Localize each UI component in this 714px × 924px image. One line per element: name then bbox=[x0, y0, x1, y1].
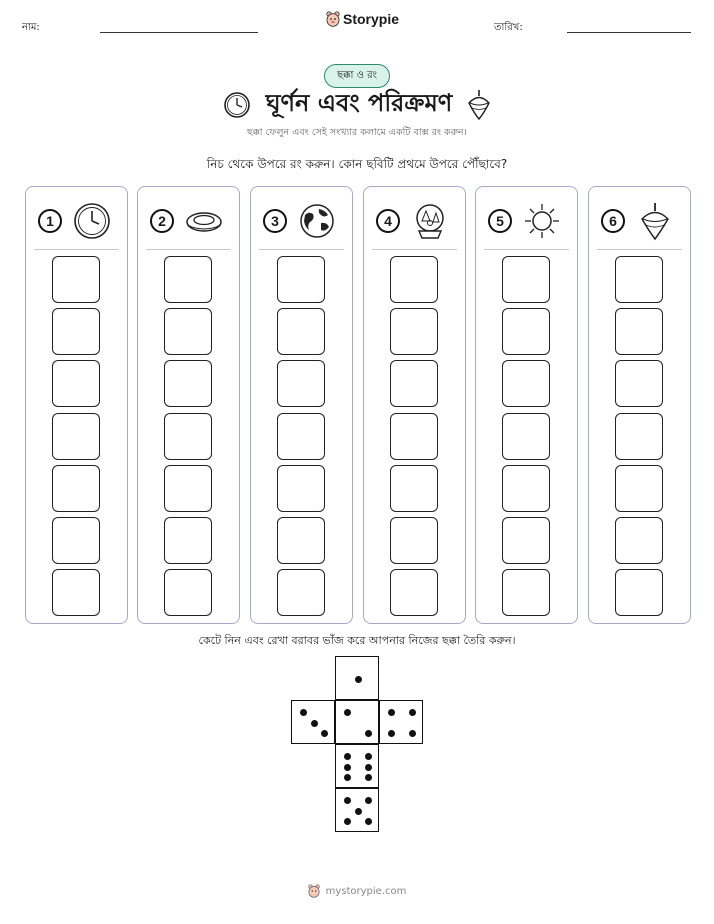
die-pip bbox=[409, 709, 416, 716]
column-number: 3 bbox=[263, 209, 287, 233]
column-3 bbox=[250, 186, 353, 624]
color-box[interactable] bbox=[277, 569, 325, 616]
column-4 bbox=[363, 186, 466, 624]
color-box[interactable] bbox=[277, 465, 325, 512]
die-face-3 bbox=[291, 700, 335, 744]
color-box[interactable] bbox=[615, 569, 663, 616]
snow-globe-icon bbox=[410, 201, 450, 241]
spinning-top-icon bbox=[466, 89, 492, 121]
column-divider bbox=[484, 249, 569, 250]
die-face-6 bbox=[335, 744, 379, 788]
column-number: 2 bbox=[150, 209, 174, 233]
earth-globe-icon bbox=[297, 201, 337, 241]
color-box[interactable] bbox=[52, 517, 100, 564]
color-box[interactable] bbox=[164, 517, 212, 564]
color-box[interactable] bbox=[52, 569, 100, 616]
column-header bbox=[138, 187, 239, 249]
column-6 bbox=[588, 186, 691, 624]
die-pip bbox=[344, 774, 351, 781]
column-1 bbox=[25, 186, 128, 624]
color-box[interactable] bbox=[277, 360, 325, 407]
column-header bbox=[476, 187, 577, 249]
die-pip bbox=[344, 797, 351, 804]
column-number: 4 bbox=[376, 209, 400, 233]
instructions: ছক্কা ফেলুন এবং সেই সংখ্যার কলামে একটি বাক্স রং করুন। bbox=[247, 127, 467, 138]
die-pip bbox=[388, 730, 395, 737]
storypie-mascot-icon bbox=[308, 884, 320, 898]
die-pip bbox=[409, 730, 416, 737]
column-number: 5 bbox=[488, 209, 512, 233]
die-pip bbox=[365, 764, 372, 771]
die-pip bbox=[344, 709, 351, 716]
worksheet-header bbox=[0, 0, 714, 50]
die-face-1 bbox=[335, 656, 379, 700]
date-label: তারিখ: bbox=[494, 22, 523, 33]
die-pip bbox=[311, 720, 318, 727]
color-box[interactable] bbox=[390, 360, 438, 407]
color-box[interactable] bbox=[502, 308, 550, 355]
die-face-5 bbox=[335, 788, 379, 832]
die-pip bbox=[365, 774, 372, 781]
color-box[interactable] bbox=[615, 256, 663, 303]
column-divider bbox=[259, 249, 344, 250]
brand-logo bbox=[326, 11, 399, 27]
color-box[interactable] bbox=[52, 360, 100, 407]
die-pip bbox=[344, 753, 351, 760]
column-header bbox=[251, 187, 352, 249]
die-pip bbox=[355, 808, 362, 815]
color-box[interactable] bbox=[615, 413, 663, 460]
column-number: 6 bbox=[601, 209, 625, 233]
color-box[interactable] bbox=[615, 308, 663, 355]
die-pip bbox=[300, 709, 307, 716]
column-2 bbox=[137, 186, 240, 624]
color-box[interactable] bbox=[52, 308, 100, 355]
color-box[interactable] bbox=[390, 569, 438, 616]
die-pip bbox=[344, 764, 351, 771]
color-box[interactable] bbox=[164, 360, 212, 407]
question: নিচ থেকে উপরে রং করুন। কোন ছবিটি প্রথমে উপরে পৌঁছাবে? bbox=[206, 157, 508, 171]
die-pip bbox=[388, 709, 395, 716]
column-divider bbox=[146, 249, 231, 250]
column-divider bbox=[34, 249, 119, 250]
color-box[interactable] bbox=[390, 413, 438, 460]
die-pip bbox=[365, 818, 372, 825]
column-divider bbox=[372, 249, 457, 250]
die-face-2 bbox=[335, 700, 379, 744]
die-pip bbox=[365, 797, 372, 804]
color-box[interactable] bbox=[164, 569, 212, 616]
color-box[interactable] bbox=[390, 308, 438, 355]
date-field[interactable] bbox=[567, 32, 691, 33]
color-box[interactable] bbox=[52, 256, 100, 303]
sun-icon bbox=[522, 201, 562, 241]
color-box[interactable] bbox=[164, 413, 212, 460]
cut-instructions: কেটে নিন এবং রেখা বরাবর ভাঁজ করে আপনার নিজের ছক্কা তৈরি করুন। bbox=[198, 634, 516, 647]
spinning-top-icon bbox=[635, 201, 675, 241]
clock-icon bbox=[72, 201, 112, 241]
ring-icon bbox=[184, 201, 224, 241]
die-face-4 bbox=[379, 700, 423, 744]
clock-icon bbox=[222, 90, 252, 120]
storypie-mascot-icon bbox=[326, 11, 340, 27]
column-header bbox=[364, 187, 465, 249]
color-box[interactable] bbox=[502, 517, 550, 564]
brand-name: Storypie bbox=[343, 11, 400, 27]
column-divider bbox=[597, 249, 682, 250]
name-label: নাম: bbox=[22, 22, 40, 33]
activity-tag: ছক্কা ও রং bbox=[324, 64, 390, 88]
color-box[interactable] bbox=[277, 308, 325, 355]
footer-url[interactable]: mystorypie.com bbox=[325, 885, 407, 897]
color-box[interactable] bbox=[52, 465, 100, 512]
color-box[interactable] bbox=[615, 517, 663, 564]
color-box[interactable] bbox=[164, 308, 212, 355]
column-header bbox=[26, 187, 127, 249]
die-pip bbox=[365, 753, 372, 760]
footer bbox=[0, 884, 714, 898]
color-box[interactable] bbox=[615, 465, 663, 512]
color-box[interactable] bbox=[164, 256, 212, 303]
color-box[interactable] bbox=[164, 465, 212, 512]
color-box[interactable] bbox=[502, 413, 550, 460]
die-pip bbox=[321, 730, 328, 737]
color-box[interactable] bbox=[502, 569, 550, 616]
color-box[interactable] bbox=[390, 465, 438, 512]
color-box[interactable] bbox=[277, 256, 325, 303]
color-box[interactable] bbox=[390, 517, 438, 564]
column-number: 1 bbox=[38, 209, 62, 233]
color-box[interactable] bbox=[502, 465, 550, 512]
color-box[interactable] bbox=[502, 360, 550, 407]
die-pip bbox=[365, 730, 372, 737]
color-box[interactable] bbox=[277, 413, 325, 460]
column-5 bbox=[475, 186, 578, 624]
color-box[interactable] bbox=[390, 256, 438, 303]
name-field[interactable] bbox=[100, 32, 258, 33]
column-header bbox=[589, 187, 690, 249]
die-pip bbox=[344, 818, 351, 825]
color-box[interactable] bbox=[615, 360, 663, 407]
color-box[interactable] bbox=[277, 517, 325, 564]
color-box[interactable] bbox=[502, 256, 550, 303]
title-row bbox=[0, 88, 714, 122]
page-title: ঘূর্ণন এবং পরিক্রমণ bbox=[265, 89, 453, 117]
die-pip bbox=[355, 676, 362, 683]
color-box[interactable] bbox=[52, 413, 100, 460]
